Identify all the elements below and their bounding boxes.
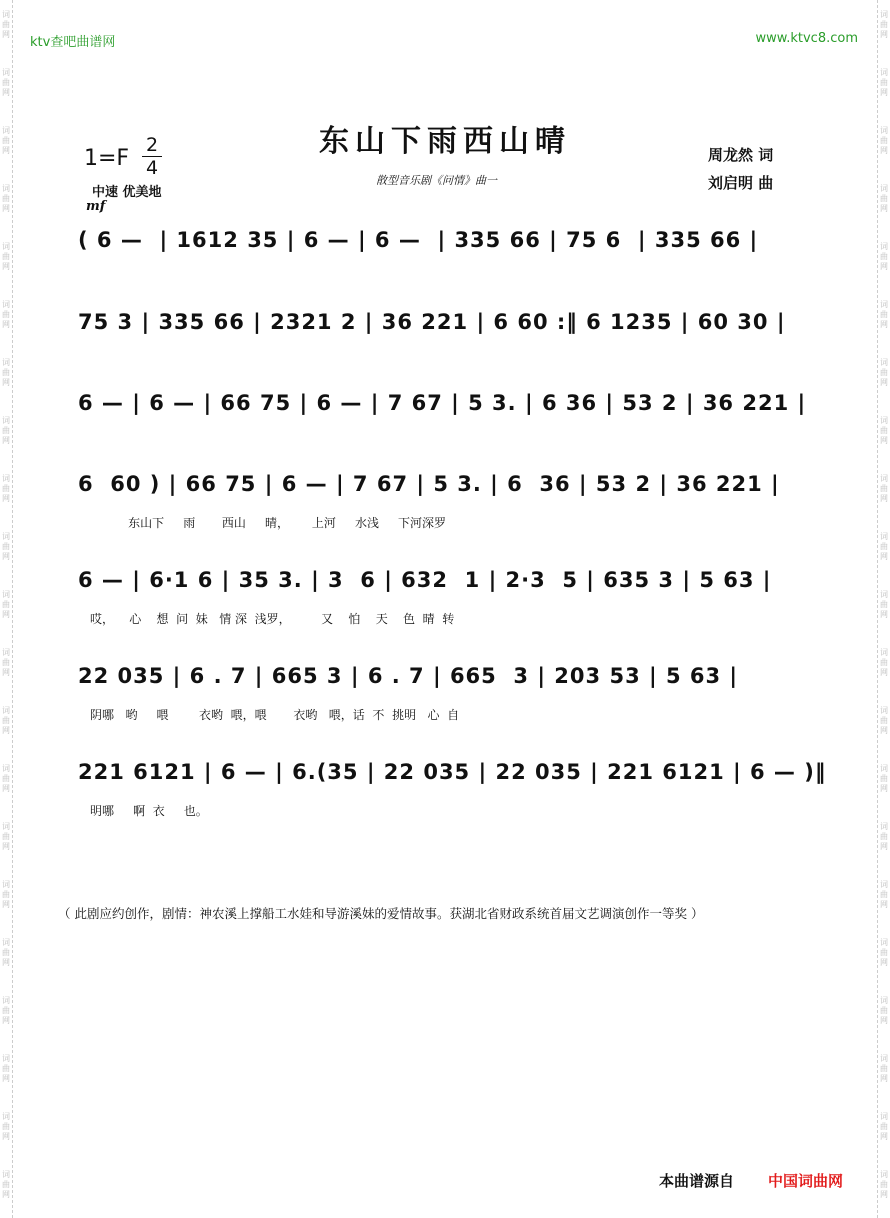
watermark-text: 词 曲 网 (2, 764, 10, 793)
watermark-text: 词 曲 网 (880, 532, 888, 561)
source-label: 本曲谱源自 (659, 1172, 735, 1190)
watermark-text: 词 曲 网 (880, 938, 888, 967)
score-lyrics: 东山下 雨 西山 晴， 上河 水浅 下河深罗 (90, 516, 447, 530)
watermark-text: 词 曲 网 (880, 358, 888, 387)
watermark-text: 词 曲 网 (880, 10, 888, 39)
watermark-text: 词 曲 网 (880, 416, 888, 445)
watermark-text: 词 曲 网 (2, 880, 10, 909)
watermark-text: 词 曲 网 (2, 358, 10, 387)
time-signature-bottom: 4 (142, 156, 162, 179)
watermark-text: 词 曲 网 (2, 706, 10, 735)
score-notes: 22 035 | 6 . 7 | 665 3 | 6 . 7 | 665 3 | 203 53 | 5 63 | (78, 664, 739, 688)
song-title: 东山下雨西山晴 (319, 124, 571, 159)
score-notes: 6 60 ) | 66 75 | 6 — | 7 67 | 5 3. | 6 36 | 53 2 | 36 221 | (78, 472, 780, 496)
site-name-left[interactable]: ktv查吧曲谱网 (30, 35, 116, 50)
right-watermark-strip (877, 0, 890, 1218)
watermark-text: 词 曲 网 (2, 1112, 10, 1141)
watermark-text: 词 曲 网 (880, 474, 888, 503)
key-signature: 1=F (84, 146, 130, 171)
watermark-text: 词 曲 网 (2, 10, 10, 39)
score-lyrics: 哎， 心 想 问 妹 情 深 浅罗， 又 怕 天 色 晴 转 (90, 612, 455, 626)
watermark-text: 词 曲 网 (2, 532, 10, 561)
left-watermark-strip (0, 0, 13, 1218)
watermark-text: 词 曲 网 (880, 1054, 888, 1083)
watermark-text: 词 曲 网 (2, 300, 10, 329)
score-lyrics: 阴哪 哟 喂 衣哟 喂，喂 衣哟 喂，话 不 挑明 心 自 (90, 708, 460, 722)
score-notes: 6 — | 6·1 6 | 35 3. | 3 6 | 632 1 | 2·3 5 | 635 3 | 5 63 | (78, 568, 772, 592)
watermark-text: 词 曲 网 (2, 474, 10, 503)
watermark-text: 词 曲 网 (2, 938, 10, 967)
watermark-text: 词 曲 网 (880, 822, 888, 851)
watermark-text: 词 曲 网 (2, 1170, 10, 1199)
watermark-text: 词 曲 网 (880, 184, 888, 213)
watermark-text: 词 曲 网 (2, 242, 10, 271)
watermark-text: 词 曲 网 (2, 822, 10, 851)
score-notes: 75 3 | 335 66 | 2321 2 | 36 221 | 6 60 :‖ 6 1235 | 60 30 | (78, 310, 786, 334)
watermark-text: 词 曲 网 (880, 764, 888, 793)
score-notes: 221 6121 | 6 — | 6.(35 | 22 035 | 22 035 | 221 6121 | 6 — )‖ (78, 760, 827, 784)
watermark-text: 词 曲 网 (880, 590, 888, 619)
watermark-text: 词 曲 网 (880, 706, 888, 735)
watermark-text: 词 曲 网 (880, 648, 888, 677)
watermark-text: 词 曲 网 (880, 880, 888, 909)
watermark-text: 词 曲 网 (2, 1054, 10, 1083)
watermark-text: 词 曲 网 (2, 590, 10, 619)
watermark-text: 词 曲 网 (880, 300, 888, 329)
watermark-text: 词 曲 网 (2, 416, 10, 445)
watermark-text: 词 曲 网 (880, 126, 888, 155)
site-url-right[interactable]: www.ktvc8.com (755, 31, 858, 46)
watermark-text: 词 曲 网 (2, 648, 10, 677)
watermark-text: 词 曲 网 (880, 1170, 888, 1199)
watermark-text: 词 曲 网 (2, 184, 10, 213)
watermark-text: 词 曲 网 (880, 68, 888, 97)
dynamic-marking: mf (86, 199, 106, 214)
watermark-text: 词 曲 网 (2, 996, 10, 1025)
watermark-text: 词 曲 网 (880, 242, 888, 271)
tempo-marking: 中速 优美地 (92, 185, 162, 200)
score-notes: ( 6 — | 1612 35 | 6 — | 6 — | 335 66 | 75 6 | 335 66 | (78, 228, 759, 252)
watermark-text: 词 曲 网 (880, 1112, 888, 1141)
source-link[interactable]: 中国词曲网 (768, 1172, 844, 1190)
score-lyrics: 明哪 啊 衣 也。 (90, 804, 208, 818)
remark-text: （ 此剧应约创作，剧情：神农溪上撑船工水娃和导游溪妹的爱情故事。获湖北省财政系统首届文艺调演创作一等奖 ） (58, 906, 704, 921)
composer-credit: 刘启明 曲 (708, 174, 774, 192)
watermark-text: 词 曲 网 (880, 996, 888, 1025)
watermark-text: 词 曲 网 (2, 68, 10, 97)
score-notes: 6 — | 6 — | 66 75 | 6 — | 7 67 | 5 3. | 6 36 | 53 2 | 36 221 | (78, 391, 807, 415)
lyricist-credit: 周龙然 词 (708, 146, 774, 164)
song-subtitle: 散型音乐剧《问情》曲一 (376, 174, 497, 187)
watermark-text: 词 曲 网 (2, 126, 10, 155)
time-signature-top: 2 (145, 134, 159, 156)
